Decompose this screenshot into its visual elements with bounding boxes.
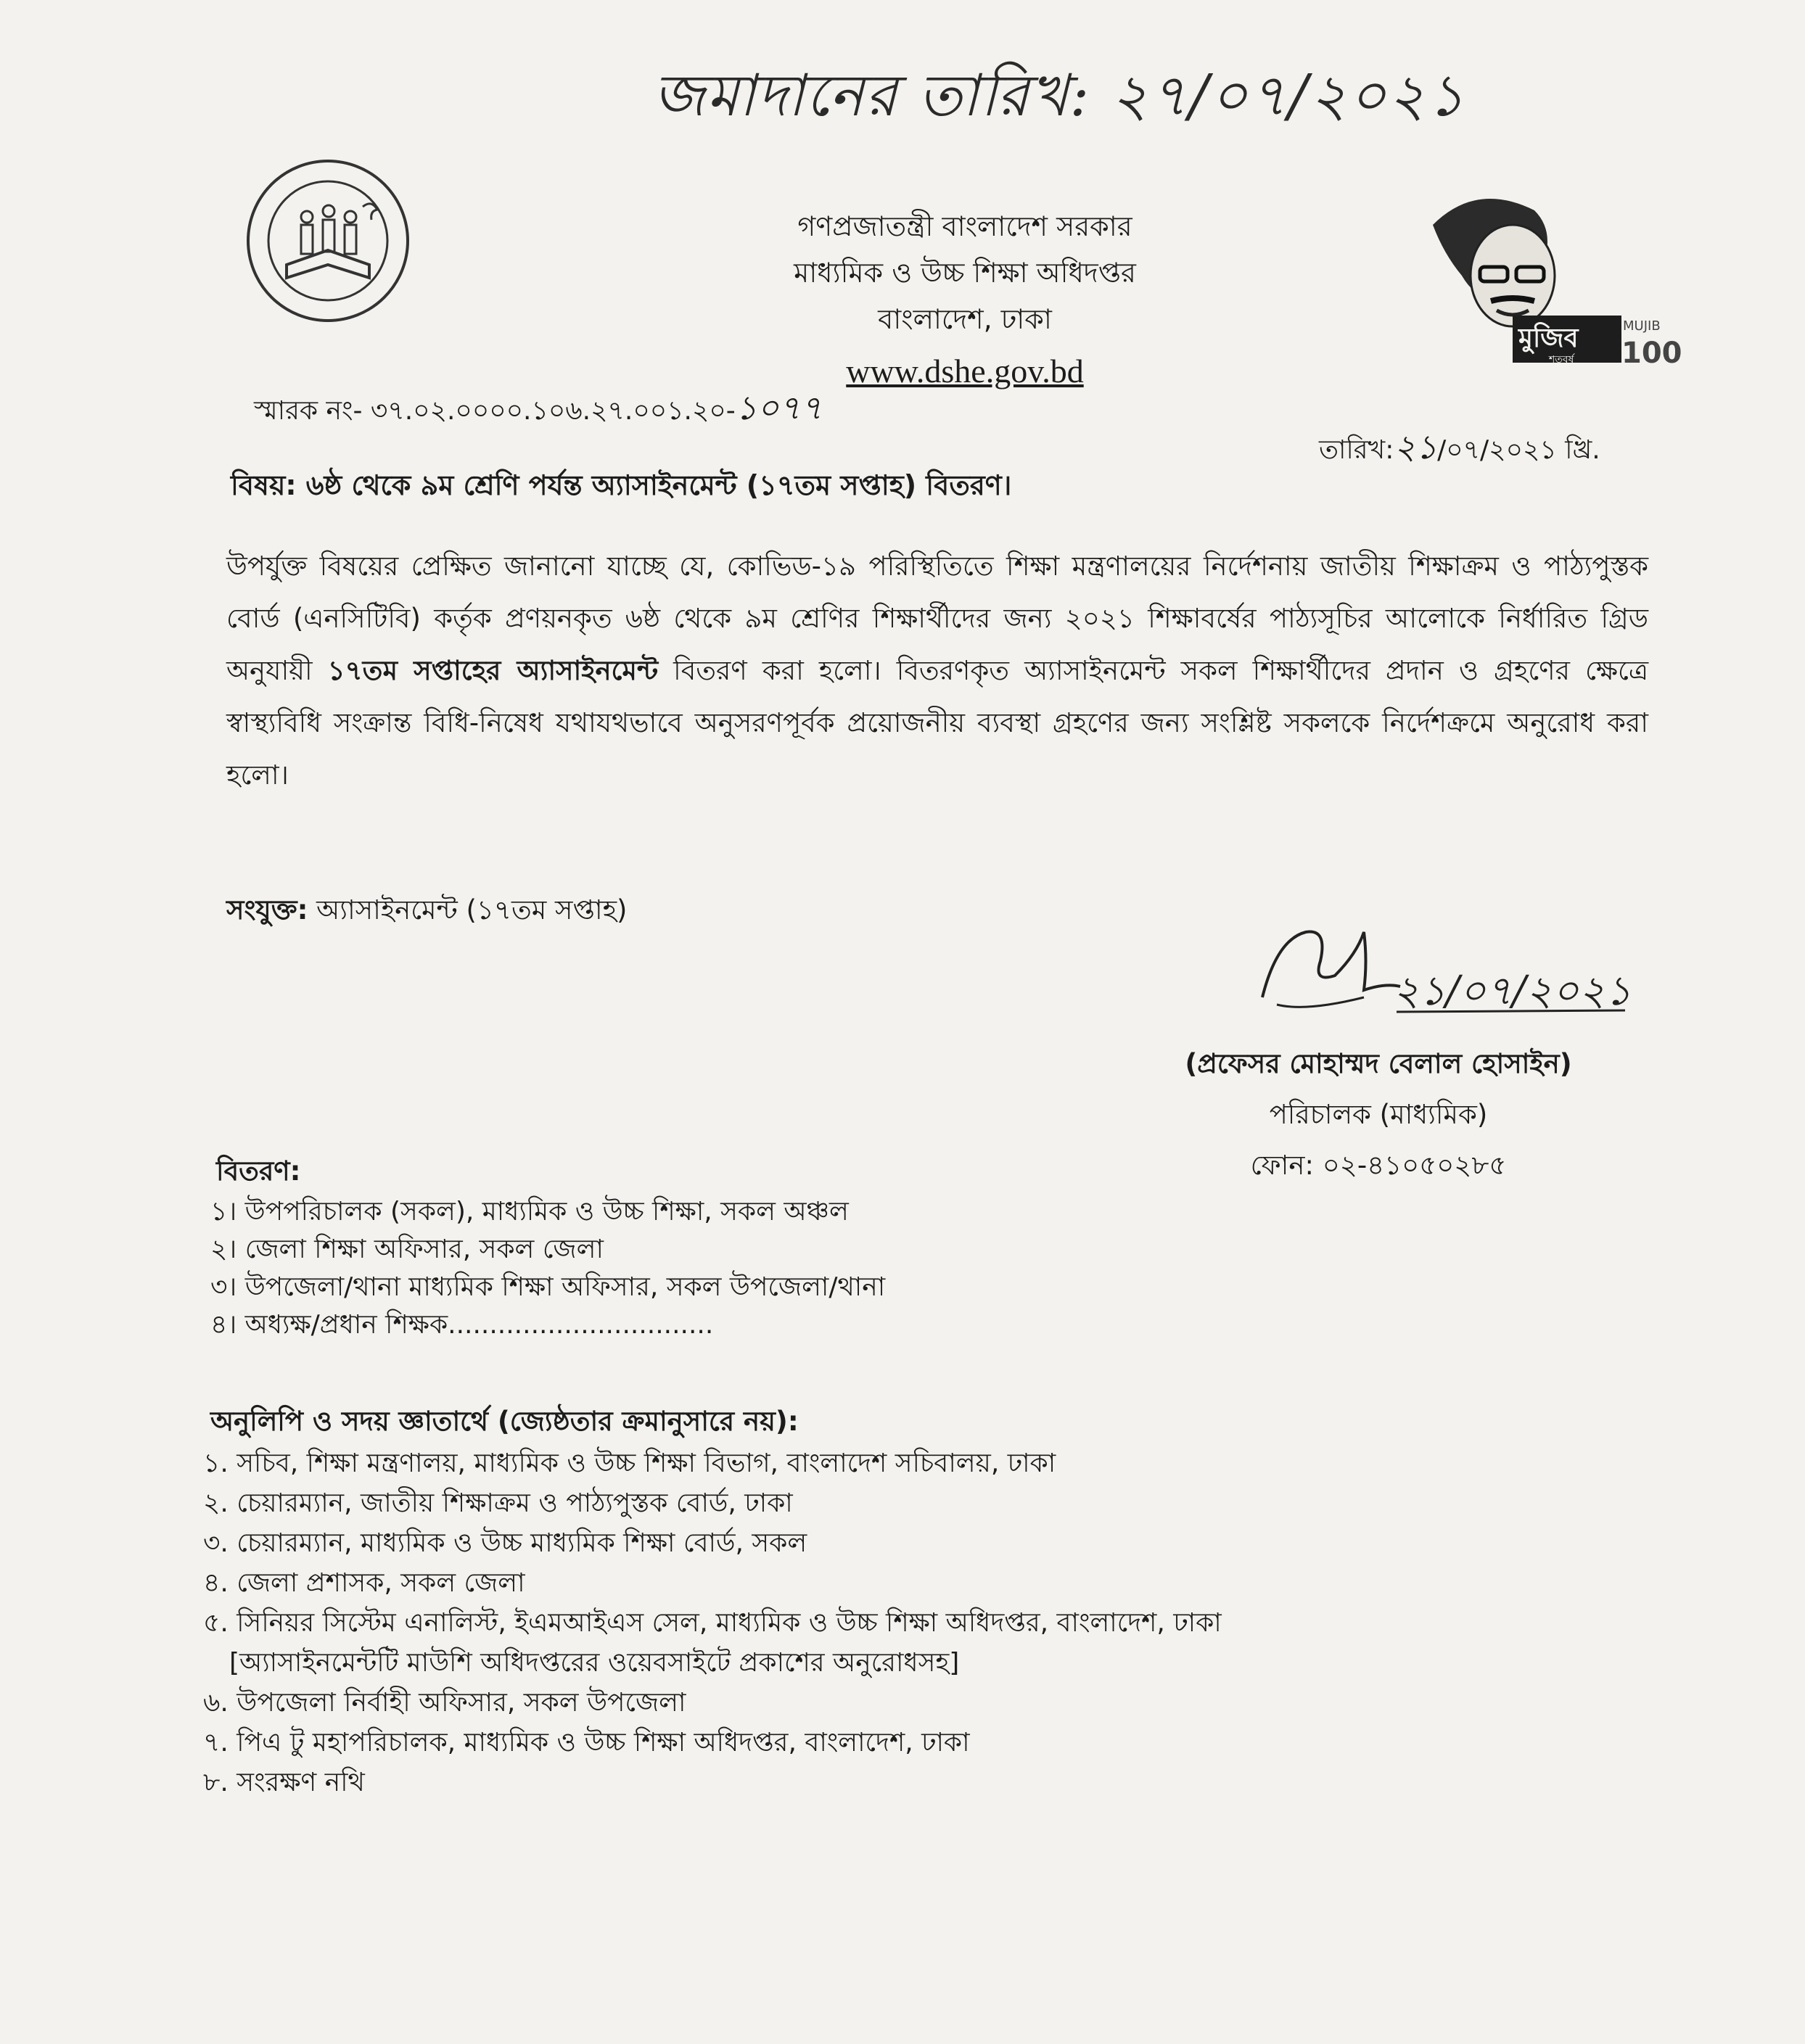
memo-date xyxy=(1319,422,1600,477)
header-website-link[interactable]: www.dshe.gov.bd xyxy=(846,353,1084,390)
copies-list xyxy=(203,1443,1222,1802)
list-item: ৬. উপজেলা নির্বাহী অফিসার, সকল উপজেলা xyxy=(203,1688,686,1718)
mujib-logo-latin: MUJIB xyxy=(1623,318,1661,334)
list-item: ২. চেয়ারম্যান, জাতীয় শিক্ষাক্রম ও পাঠ্যপুস্তক বোর্ড, ঢাকা xyxy=(203,1488,793,1518)
signatory-phone: ফোন: ০২-৪১০৫০২৮৫ xyxy=(1250,1150,1507,1181)
list-item: ৩. চেয়ারম্যান, মাধ্যমিক ও উচ্চ মাধ্যমিক শিক্ষা বোর্ড, সকল xyxy=(203,1528,807,1558)
list-item: ৭. পিএ টু মহাপরিচালক, মাধ্যমিক ও উচ্চ শিক্ষা অধিদপ্তর, বাংলাদেশ, ঢাকা xyxy=(203,1728,970,1757)
memo-reference-handwritten: ১০৭৭ xyxy=(735,388,823,427)
list-item: ১। উপপরিচালক (সকল), মাধ্যমিক ও উচ্চ শিক্ষা, সকল অঞ্চল xyxy=(210,1197,849,1227)
list-item: ৫. সিনিয়র সিস্টেম এনালিস্ট, ইএমআইএস সেল, মাধ্যমিক ও উচ্চ শিক্ষা অধিদপ্তর, বাংলাদেশ, ঢাকা xyxy=(203,1608,1222,1638)
distribution-list xyxy=(210,1193,885,1344)
attachment-line xyxy=(226,889,628,934)
list-item: ৪. জেলা প্রশাসক, সকল জেলা xyxy=(203,1568,525,1598)
list-item: ২। জেলা শিক্ষা অফিসার, সকল জেলা xyxy=(210,1235,604,1264)
mujib-centenary-logo xyxy=(1404,181,1682,370)
government-emblem-logo xyxy=(243,156,414,326)
list-item: ৪। অধ্যক্ষ/প্রধান শিক্ষক................................ xyxy=(210,1310,714,1340)
body-text-bold: ১৭তম সপ্তাহের অ্যাসাইনমেন্ট xyxy=(327,655,659,686)
memo-body xyxy=(226,540,1648,801)
mujib-logo-subtext: শতবর্ষ xyxy=(1549,354,1574,366)
copies-heading: অনুলিপি ও সদয় জ্ঞাতার্থে (জ্যেষ্ঠতার ক্রমানুসারে নয়): xyxy=(210,1406,799,1437)
signatory-title: পরিচালক (মাধ্যমিক) xyxy=(1269,1099,1488,1130)
distribution-heading: বিতরণ: xyxy=(216,1155,301,1187)
memo-subject: বিষয়: ৬ষ্ঠ থেকে ৯ম শ্রেণি পর্যন্ত অ্যাসাইনমেন্ট (১৭তম সপ্তাহ) বিতরণ। xyxy=(231,469,1012,501)
list-item: ৩। উপজেলা/থানা মাধ্যমিক শিক্ষা অফিসার, সকল উপজেলা/থানা xyxy=(210,1272,886,1302)
header-location: বাংলাদেশ, ঢাকা xyxy=(878,303,1052,335)
memo-reference xyxy=(254,383,822,438)
list-item-note: [অ্যাসাইনমেন্টটি মাউশি অধিদপ্তরের ওয়েবসাইটে প্রকাশের অনুরোধসহ] xyxy=(229,1648,960,1678)
memo-date-handwritten: ২১ xyxy=(1394,427,1438,466)
header-government: গণপ্রজাতন্ত্রী বাংলাদেশ সরকার xyxy=(797,210,1132,242)
handwritten-submission-date: জমাদানের তারিখ: ২৭/০৭/২০২১ xyxy=(653,62,1466,129)
body-text-part2: বিতরণ করা হলো। বিতরণকৃত অ্যাসাইনমেন্ট সকল শিক্ষার্থীদের প্রদান ও গ্রহণের ক্ষেত্রে স্বাস্থ্যবিধি সংক্রান্ত বিধি-নিষেধ যথাযথভাবে অনুসরণপূর্বক প্রয়োজনীয় ব্যবস্থা গ্রহণের জন্য সংশ্লিষ্ট সকলকে নির্দেশক্রমে অনুরোধ করা হলো। xyxy=(226,655,1649,791)
letterhead xyxy=(638,203,1291,400)
mujib-logo-text: মুজিব xyxy=(1518,324,1579,353)
body-text-part1: উপর্যুক্ত বিষয়ের প্রেক্ষিত জানানো যাচ্ছে যে, কোভিড-১৯ পরিস্থিতিতে শিক্ষা মন্ত্রণালয়ের নির্দেশনায় জাতীয় শিক্ষাক্রম ও পাঠ্যপুস্তক বোর্ড (এনসিটিবি) কর্তৃক প্রণয়নকৃত ৬ষ্ঠ থেকে ৯ম শ্রেণির শিক্ষার্থীদের জন্য ২০২১ শিক্ষাবর্ষের পাঠ্যসূচির আলোকে নির্ধারিত গ্রিড অনুযায়ী xyxy=(226,551,1648,686)
mujib-logo-number: 100 xyxy=(1621,337,1682,370)
list-item: ৮. সংরক্ষণ নথি xyxy=(203,1768,365,1797)
attachment-label: সংযুক্ত: xyxy=(226,894,308,926)
memo-date-rest: /০৭/২০২১ খ্রি. xyxy=(1437,435,1600,465)
signature-handwritten-date: ২১/০৭/২০২১ xyxy=(1393,968,1632,1015)
list-item: ১. সচিব, শিক্ষা মন্ত্রণালয়, মাধ্যমিক ও উচ্চ শিক্ষা বিভাগ, বাংলাদেশ সচিবালয়, ঢাকা xyxy=(203,1448,1056,1478)
memo-reference-label: স্মারক নং- ৩৭.০২.০০০০.১০৬.২৭.০০১.২০- xyxy=(254,396,736,426)
attachment-text: অ্যাসাইনমেন্ট (১৭তম সপ্তাহ) xyxy=(308,894,628,926)
signatory-name: (প্রফেসর মোহাম্মদ বেলাল হোসাইন) xyxy=(1185,1048,1572,1079)
memo-date-label: তারিখ: xyxy=(1319,435,1394,465)
signatory-block xyxy=(1132,1039,1625,1191)
handwritten-signature xyxy=(1248,910,1654,1026)
header-directorate: মাধ্যমিক ও উচ্চ শিক্ষা অধিদপ্তর xyxy=(794,257,1136,289)
